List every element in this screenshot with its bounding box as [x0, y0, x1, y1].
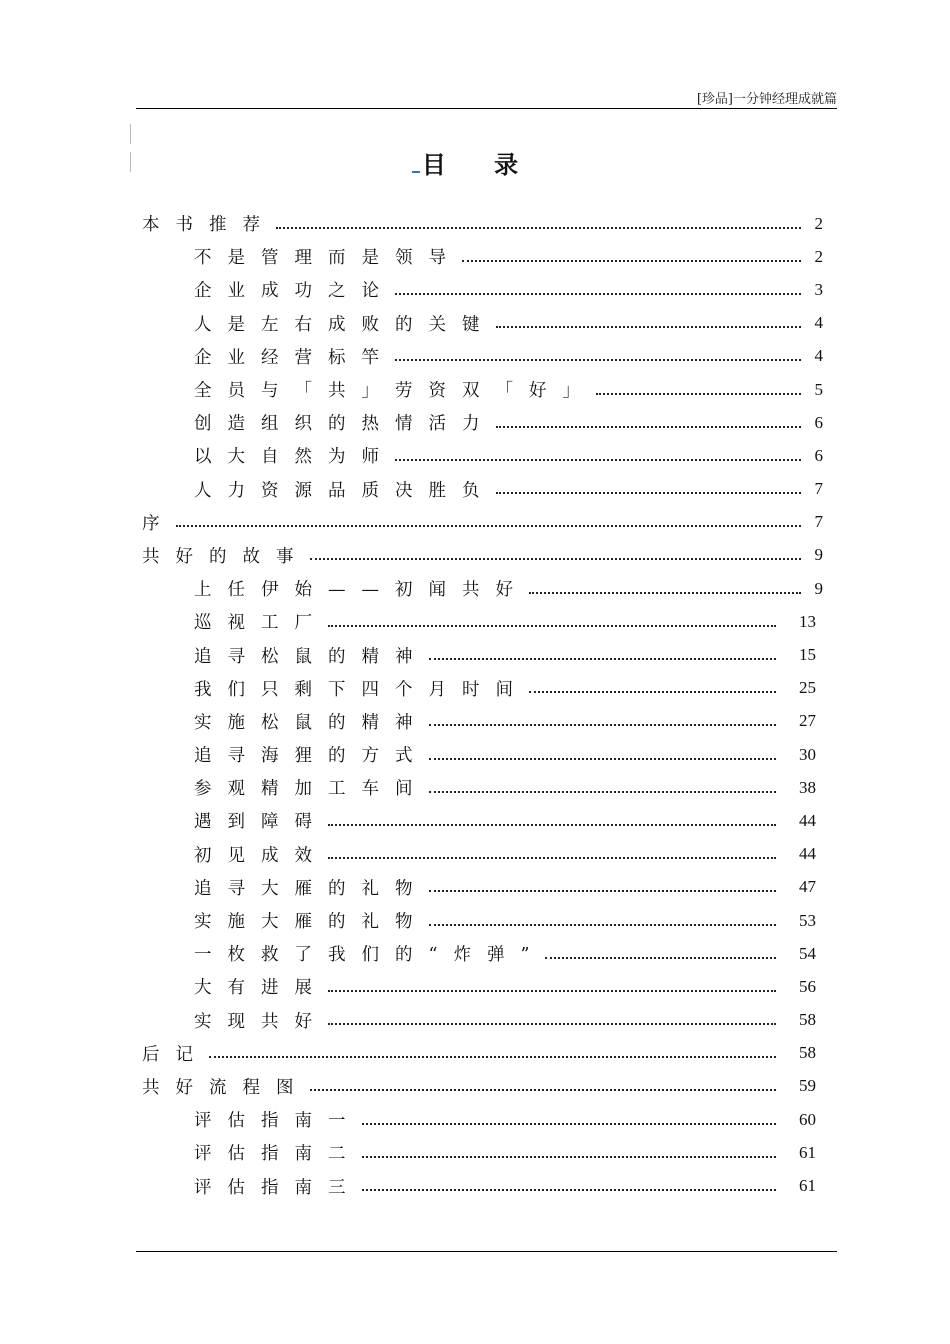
toc-entry-page-number: 47 — [799, 877, 816, 897]
toc-entry-title: 企业成功之论 — [194, 281, 395, 302]
toc-entry-page-number: 58 — [799, 1043, 816, 1063]
toc-entry-page-number: 7 — [814, 479, 823, 499]
toc-entry-title: 本书推荐 — [142, 215, 276, 236]
toc-entry[interactable] — [0, 473, 950, 506]
toc-entry-page-number: 38 — [799, 777, 816, 797]
toc-entry[interactable] — [0, 1037, 950, 1070]
toc-entry-page-number: 27 — [799, 711, 816, 731]
toc-entry-page-number: 6 — [814, 412, 823, 432]
page-title: 目 录 — [0, 145, 950, 180]
dot-leader — [429, 791, 777, 793]
toc-entry-title: 上任伊始——初闻共好 — [194, 580, 529, 601]
toc-entry-title: 人力资源品质决胜负 — [194, 480, 496, 501]
toc-entry-page-number: 2 — [814, 246, 823, 266]
dot-leader — [328, 625, 776, 627]
dot-leader — [395, 459, 801, 461]
dot-leader — [545, 957, 776, 959]
toc-entry-page-number: 15 — [799, 645, 816, 665]
toc-entry-page-number: 59 — [799, 1076, 816, 1096]
toc-entry-page-number: 9 — [814, 578, 823, 598]
toc-entry[interactable] — [0, 672, 950, 705]
toc-entry-page-number: 5 — [814, 379, 823, 399]
toc-entry-page-number: 56 — [799, 976, 816, 996]
toc-entry[interactable] — [0, 804, 950, 837]
toc-entry[interactable] — [0, 439, 950, 472]
toc-entry[interactable] — [0, 406, 950, 439]
toc-entry-title: 创造组织的热情活力 — [194, 414, 496, 435]
toc-entry[interactable] — [0, 970, 950, 1003]
toc-entry[interactable] — [0, 539, 950, 572]
toc-entry-page-number: 58 — [799, 1010, 816, 1030]
toc-entry-page-number: 2 — [814, 213, 823, 233]
footer-rule — [136, 1251, 837, 1252]
dot-leader — [429, 924, 777, 926]
dot-leader — [362, 1123, 777, 1125]
toc-entry[interactable] — [0, 871, 950, 904]
text-cursor — [412, 153, 420, 173]
dot-leader — [362, 1156, 777, 1158]
dot-leader — [395, 293, 801, 295]
dot-leader — [362, 1189, 777, 1191]
toc-entry-page-number: 54 — [799, 943, 816, 963]
toc-entry[interactable] — [0, 1136, 950, 1169]
dot-leader — [209, 1056, 776, 1058]
toc-entry[interactable] — [0, 506, 950, 539]
toc-entry[interactable] — [0, 638, 950, 671]
toc-entry[interactable] — [0, 373, 950, 406]
toc-entry[interactable] — [0, 240, 950, 273]
toc-entry-title: 追寻松鼠的精神 — [194, 646, 429, 667]
toc-entry-title: 我们只剩下四个月时间 — [194, 679, 529, 700]
dot-leader — [328, 1023, 776, 1025]
dot-leader — [496, 426, 802, 428]
dot-leader — [176, 525, 802, 527]
toc-entry-page-number: 13 — [799, 611, 816, 631]
dot-leader — [429, 890, 777, 892]
toc-entry-page-number: 60 — [799, 1109, 816, 1129]
toc-entry[interactable] — [0, 307, 950, 340]
toc-entry-title: 人是左右成败的关键 — [194, 314, 496, 335]
toc-entry-title: 实现共好 — [194, 1011, 328, 1032]
dot-leader — [310, 1089, 777, 1091]
toc-entry[interactable] — [0, 1004, 950, 1037]
dot-leader — [276, 227, 801, 229]
toc-entry-page-number: 44 — [799, 844, 816, 864]
dot-leader — [529, 691, 776, 693]
toc-entry-title: 参观精加工车间 — [194, 779, 429, 800]
dot-leader — [496, 326, 802, 328]
toc-entry-page-number: 9 — [814, 545, 823, 565]
toc-entry-title: 追寻海狸的方式 — [194, 746, 429, 767]
toc-entry[interactable] — [0, 572, 950, 605]
toc-entry-title: 初见成效 — [194, 845, 328, 866]
toc-entry-title: 追寻大雁的礼物 — [194, 878, 429, 899]
dot-leader — [429, 724, 777, 726]
dot-leader — [328, 990, 776, 992]
toc-entry-page-number: 4 — [814, 313, 823, 333]
dot-leader — [596, 393, 801, 395]
toc-entry[interactable] — [0, 904, 950, 937]
toc-entry-title: 后记 — [142, 1044, 209, 1065]
dot-leader — [496, 492, 802, 494]
toc-entry-title: 评估指南一 — [194, 1111, 362, 1132]
dot-leader — [395, 359, 801, 361]
toc-entry-page-number: 4 — [814, 346, 823, 366]
toc-entry[interactable] — [0, 838, 950, 871]
toc-entry[interactable] — [0, 705, 950, 738]
toc-entry[interactable] — [0, 1103, 950, 1136]
running-header: [珍品]一分钟经理成就篇 — [696, 92, 837, 107]
toc-entry-title: 遇到障碍 — [194, 812, 328, 833]
toc-entry-title: 一枚救了我们的“炸弹” — [194, 945, 546, 966]
toc-entry-title: 实施大雁的礼物 — [194, 912, 429, 933]
toc-entry-page-number: 7 — [814, 512, 823, 532]
toc-entry-title: 全员与「共」劳资双「好」 — [194, 381, 596, 402]
toc-entry-title: 以大自然为师 — [194, 447, 395, 468]
toc-entry-page-number: 53 — [799, 910, 816, 930]
toc-entry-page-number: 25 — [799, 678, 816, 698]
toc-entry[interactable] — [0, 1070, 950, 1103]
dot-leader — [429, 658, 777, 660]
toc-entry-title: 共好流程图 — [142, 1077, 310, 1098]
toc-entry-title: 共好的故事 — [142, 546, 310, 567]
toc-entry[interactable] — [0, 771, 950, 804]
toc-entry-page-number: 30 — [799, 744, 816, 764]
toc-entry-title: 巡视工厂 — [194, 613, 328, 634]
header-rule — [136, 108, 837, 109]
toc-entry[interactable] — [0, 1169, 950, 1202]
toc-entry-title: 大有进展 — [194, 978, 328, 999]
toc-entry[interactable] — [0, 273, 950, 306]
margin-mark — [130, 124, 131, 144]
toc-entry[interactable] — [0, 738, 950, 771]
toc-entry-page-number: 61 — [799, 1176, 816, 1196]
toc-entry-title: 评估指南三 — [194, 1177, 362, 1198]
toc-entry-title: 不是管理而是领导 — [194, 248, 462, 269]
toc-entry[interactable] — [0, 937, 950, 970]
dot-leader — [310, 558, 802, 560]
toc-entry-title: 评估指南二 — [194, 1144, 362, 1165]
dot-leader — [429, 758, 777, 760]
toc-entry-page-number: 61 — [799, 1142, 816, 1162]
toc-entry-page-number: 3 — [814, 279, 823, 299]
toc-entry-page-number: 6 — [814, 445, 823, 465]
dot-leader — [328, 857, 776, 859]
dot-leader — [328, 824, 776, 826]
toc-entry-page-number: 44 — [799, 810, 816, 830]
toc-entry-title: 序 — [142, 513, 176, 534]
toc-entry[interactable] — [0, 340, 950, 373]
toc-entry-title: 实施松鼠的精神 — [194, 712, 429, 733]
toc-entry[interactable] — [0, 605, 950, 638]
toc-entry[interactable] — [0, 207, 950, 240]
dot-leader — [462, 260, 801, 262]
dot-leader — [529, 592, 801, 594]
toc-entry-title: 企业经营标竿 — [194, 347, 395, 368]
table-of-contents — [0, 207, 950, 1203]
